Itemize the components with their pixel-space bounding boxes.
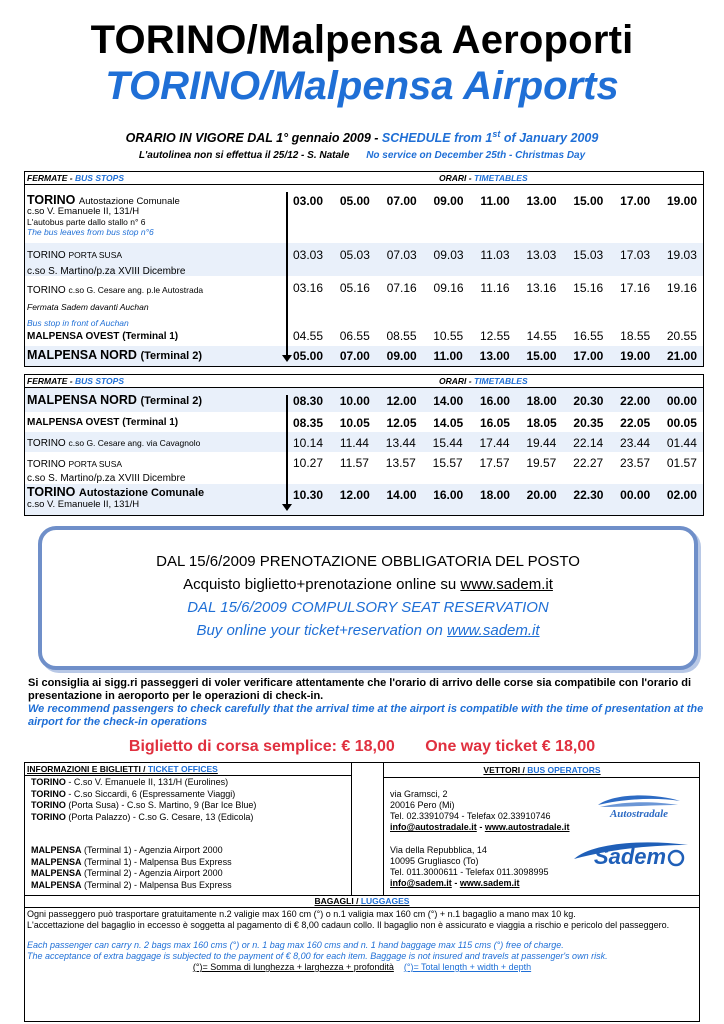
schedule-validity xyxy=(0,129,724,145)
title-italian: TORINO/Malpensa Aeroporti xyxy=(90,18,634,62)
price xyxy=(0,738,724,756)
office-item: MALPENSA (Terminal 2) - Malpensa Bus Express xyxy=(31,879,232,890)
baggage-it: L'accettazione del bagaglio in eccesso è soggetta al pagamento di € 8,00 cadaun collo. Il bagaglio non è assicurato e viaggia a rischio e pericolo del passeggero. xyxy=(27,920,670,930)
baggage-it: Ogni passeggero può trasportare gratuitamente n.2 valigie max 160 cm (°) o n.1 valigia max 160 cm (°) + n.1 bagaglio a mano max 10 kg. xyxy=(27,909,576,919)
svg-text:Autostradale: Autostradale xyxy=(609,808,669,819)
times-row: 10.27 11.57 13.57 15.57 17.57 19.57 22.27 23.57 01.57 xyxy=(293,456,697,470)
baggage-footnote: (°)= Somma di lunghezza + larghezza + profondità (°)= Total length + width + depth xyxy=(192,962,532,972)
table-row xyxy=(25,412,703,432)
outbound-timetable xyxy=(24,171,704,367)
table-row xyxy=(25,432,703,452)
direction-arrow xyxy=(286,395,288,505)
advice-en: We recommend passengers to check carefully that the arrival time at the airport is compatible with the time of presentation at the airport for the check-in operations xyxy=(28,703,704,728)
times-row: 03.03 05.03 07.03 09.03 11.03 13.03 15.03 17.03 19.03 xyxy=(293,248,697,262)
notice-purchase-en: Buy online your ticket+reservation on www.sadem.it xyxy=(196,622,540,639)
times-row: 05.00 07.00 09.00 11.00 13.00 15.00 17.00 19.00 21.00 xyxy=(293,349,697,363)
advice-it: Si consiglia ai sigg.ri passeggeri di voler verificare attentamente che l'orario di arrivo delle corse sia compatibile con l'orario di presentazione in aeroporto per le operazioni di check-in. xyxy=(28,677,692,702)
stop-extra: L'autobus parte dallo stallo n° 6 xyxy=(27,217,146,227)
stop-extra: Fermata Sadem davanti Auchan xyxy=(27,302,149,312)
price-it: Biglietto di corsa semplice: € 18,00 xyxy=(128,738,395,755)
bus-operators xyxy=(383,763,700,895)
table-row xyxy=(25,452,703,484)
operators-header: VETTORI / BUS OPERATORS xyxy=(384,763,700,778)
stop-name: TORINO c.so G. Cesare ang. p.le Autostrada xyxy=(27,285,204,296)
office-item: MALPENSA (Terminal 1) - Agenzia Airport 2000 xyxy=(31,845,223,855)
advice xyxy=(28,677,708,729)
stop-address: c.so V. Emanuele II, 131/H xyxy=(27,206,140,217)
inbound-timetable xyxy=(24,374,704,516)
office-item: MALPENSA (Terminal 1) - Malpensa Bus Express xyxy=(31,856,232,867)
stop-extra-en: The bus leaves from bus stop n°6 xyxy=(27,227,154,237)
times-row: 08.35 10.05 12.05 14.05 16.05 18.05 20.35 22.05 00.05 xyxy=(293,416,697,430)
autostradale-email[interactable]: info@autostradale.it xyxy=(390,822,477,832)
notice-purchase-it: Acquisto biglietto+prenotazione online su www.sadem.it xyxy=(183,576,553,593)
stop-name: MALPENSA OVEST (Terminal 1) xyxy=(27,417,179,428)
stop-name: MALPENSA NORD (Terminal 2) xyxy=(27,393,202,407)
stop-name: TORINO PORTA SUSA xyxy=(27,250,123,261)
sadem-email[interactable]: info@sadem.it xyxy=(390,878,452,888)
baggage-en: The acceptance of extra baggage is subjected to the payment of € 8,00 for each item. Baggage is not insured and travels at passenger's own risk. xyxy=(27,951,608,961)
table-row xyxy=(25,388,703,412)
sadem-web[interactable]: www.sadem.it xyxy=(459,878,520,888)
offices-header: INFORMAZIONI E BIGLIETTI / TICKET OFFICES xyxy=(25,763,351,776)
office-item: TORINO - C.so V. Emanuele II, 131/H (Eurolines) xyxy=(31,777,229,787)
note-en: No service on December 25th - Christmas Day xyxy=(366,150,586,161)
table-row xyxy=(25,346,703,366)
direction-arrow xyxy=(286,192,288,356)
stop-address: c.so V. Emanuele II, 131/H xyxy=(27,499,140,510)
stop-extra-en: Bus stop in front of Auchan xyxy=(27,318,129,328)
autostradale-web[interactable]: www.autostradale.it xyxy=(484,822,570,832)
office-item: TORINO (Porta Susa) - C.so S. Martino, 9 (Bar Ice Blue) xyxy=(31,800,257,810)
svg-text:Sadem: Sadem xyxy=(593,844,667,869)
office-item: TORINO - C.so Siccardi, 6 (Espressamente Viaggi) xyxy=(31,788,236,799)
table-row xyxy=(25,484,703,515)
notice-line-en: DAL 15/6/2009 COMPULSORY SEAT RESERVATION xyxy=(187,599,549,616)
table-header: FERMATE - BUS STOPS ORARI - TIMETABLES xyxy=(25,375,703,388)
baggage-header: BAGAGLI / LUGGAGES xyxy=(25,896,699,908)
times-row: 04.55 06.55 08.55 10.55 12.55 14.55 16.55 18.55 20.55 xyxy=(293,329,697,343)
stop-name: TORINO c.so G. Cesare ang. via Cavagnolo xyxy=(27,438,201,449)
table-row xyxy=(25,185,703,243)
times-row: 03.00 05.00 07.00 09.00 11.00 13.00 15.00 17.00 19.00 xyxy=(293,194,697,208)
schedule-it: ORARIO IN VIGORE DAL 1° gennaio 2009 - xyxy=(125,131,379,146)
price-en: One way ticket € 18,00 xyxy=(425,738,596,755)
baggage-en: Each passenger can carry n. 2 bags max 160 cms (°) or n. 1 bag max 160 cms and n. 1 hand baggage max 115 cms (°) free of charge. xyxy=(27,940,564,950)
sadem-link[interactable]: www.sadem.it xyxy=(460,576,553,593)
office-item: MALPENSA (Terminal 2) - Agenzia Airport 2000 xyxy=(31,868,223,878)
sadem-info: Via della Repubblica, 14 10095 Grugliasco (To) Tel. 011.3000611 - Telefax 011.3098995 info@sadem.it - www.sadem.it xyxy=(390,845,549,888)
notice-line-it: DAL 15/6/2009 PRENOTAZIONE OBBLIGATORIA DEL POSTO xyxy=(156,553,580,570)
note-it: L'autolinea non si effettua il 25/12 - S. Natale xyxy=(138,150,350,161)
title-english: TORINO/Malpensa Airports xyxy=(105,64,619,108)
table-row xyxy=(25,276,703,326)
times-row: 03.16 05.16 07.16 09.16 11.16 13.16 15.16 17.16 19.16 xyxy=(293,281,697,295)
table-row xyxy=(25,326,703,346)
autostradale-info: via Gramsci, 2 20016 Pero (Mi) Tel. 02.33910794 - Telefax 02.33910746 info@autostradale.it - www.autostradale.it xyxy=(390,789,570,832)
times-row: 08.30 10.00 12.00 14.00 16.00 18.00 20.30 22.00 00.00 xyxy=(293,394,697,408)
stop-name: MALPENSA NORD (Terminal 2) xyxy=(27,348,202,362)
times-row: 10.14 11.44 13.44 15.44 17.44 19.44 22.14 23.44 01.44 xyxy=(293,436,697,450)
stop-name: TORINO Autostazione Comunale xyxy=(27,485,205,499)
stop-name: TORINO Autostazione Comunale xyxy=(27,193,180,207)
ticket-offices xyxy=(25,763,352,895)
stop-address: c.so S. Martino/p.za XVIII Dicembre xyxy=(27,266,186,277)
reservation-notice xyxy=(38,526,698,670)
baggage xyxy=(25,895,699,974)
stop-name: MALPENSA OVEST (Terminal 1) xyxy=(27,331,179,342)
sadem-link[interactable]: www.sadem.it xyxy=(447,622,540,639)
schedule-note xyxy=(0,150,724,161)
times-row: 10.30 12.00 14.00 16.00 18.00 20.00 22.30 00.00 02.00 xyxy=(293,488,697,502)
autostradale-logo xyxy=(594,791,684,819)
stop-address: c.so S. Martino/p.za XVIII Dicembre xyxy=(27,473,186,484)
sadem-logo xyxy=(572,839,692,869)
office-item: TORINO (Porta Palazzo) - C.so G. Cesare, 13 (Edicola) xyxy=(31,811,254,822)
table-row xyxy=(25,243,703,276)
schedule-en: SCHEDULE from 1st of January 2009 xyxy=(381,129,599,146)
stop-name: TORINO PORTA SUSA xyxy=(27,459,123,470)
info-section xyxy=(24,762,700,1022)
table-header: FERMATE - BUS STOPS ORARI - TIMETABLES xyxy=(25,172,703,185)
